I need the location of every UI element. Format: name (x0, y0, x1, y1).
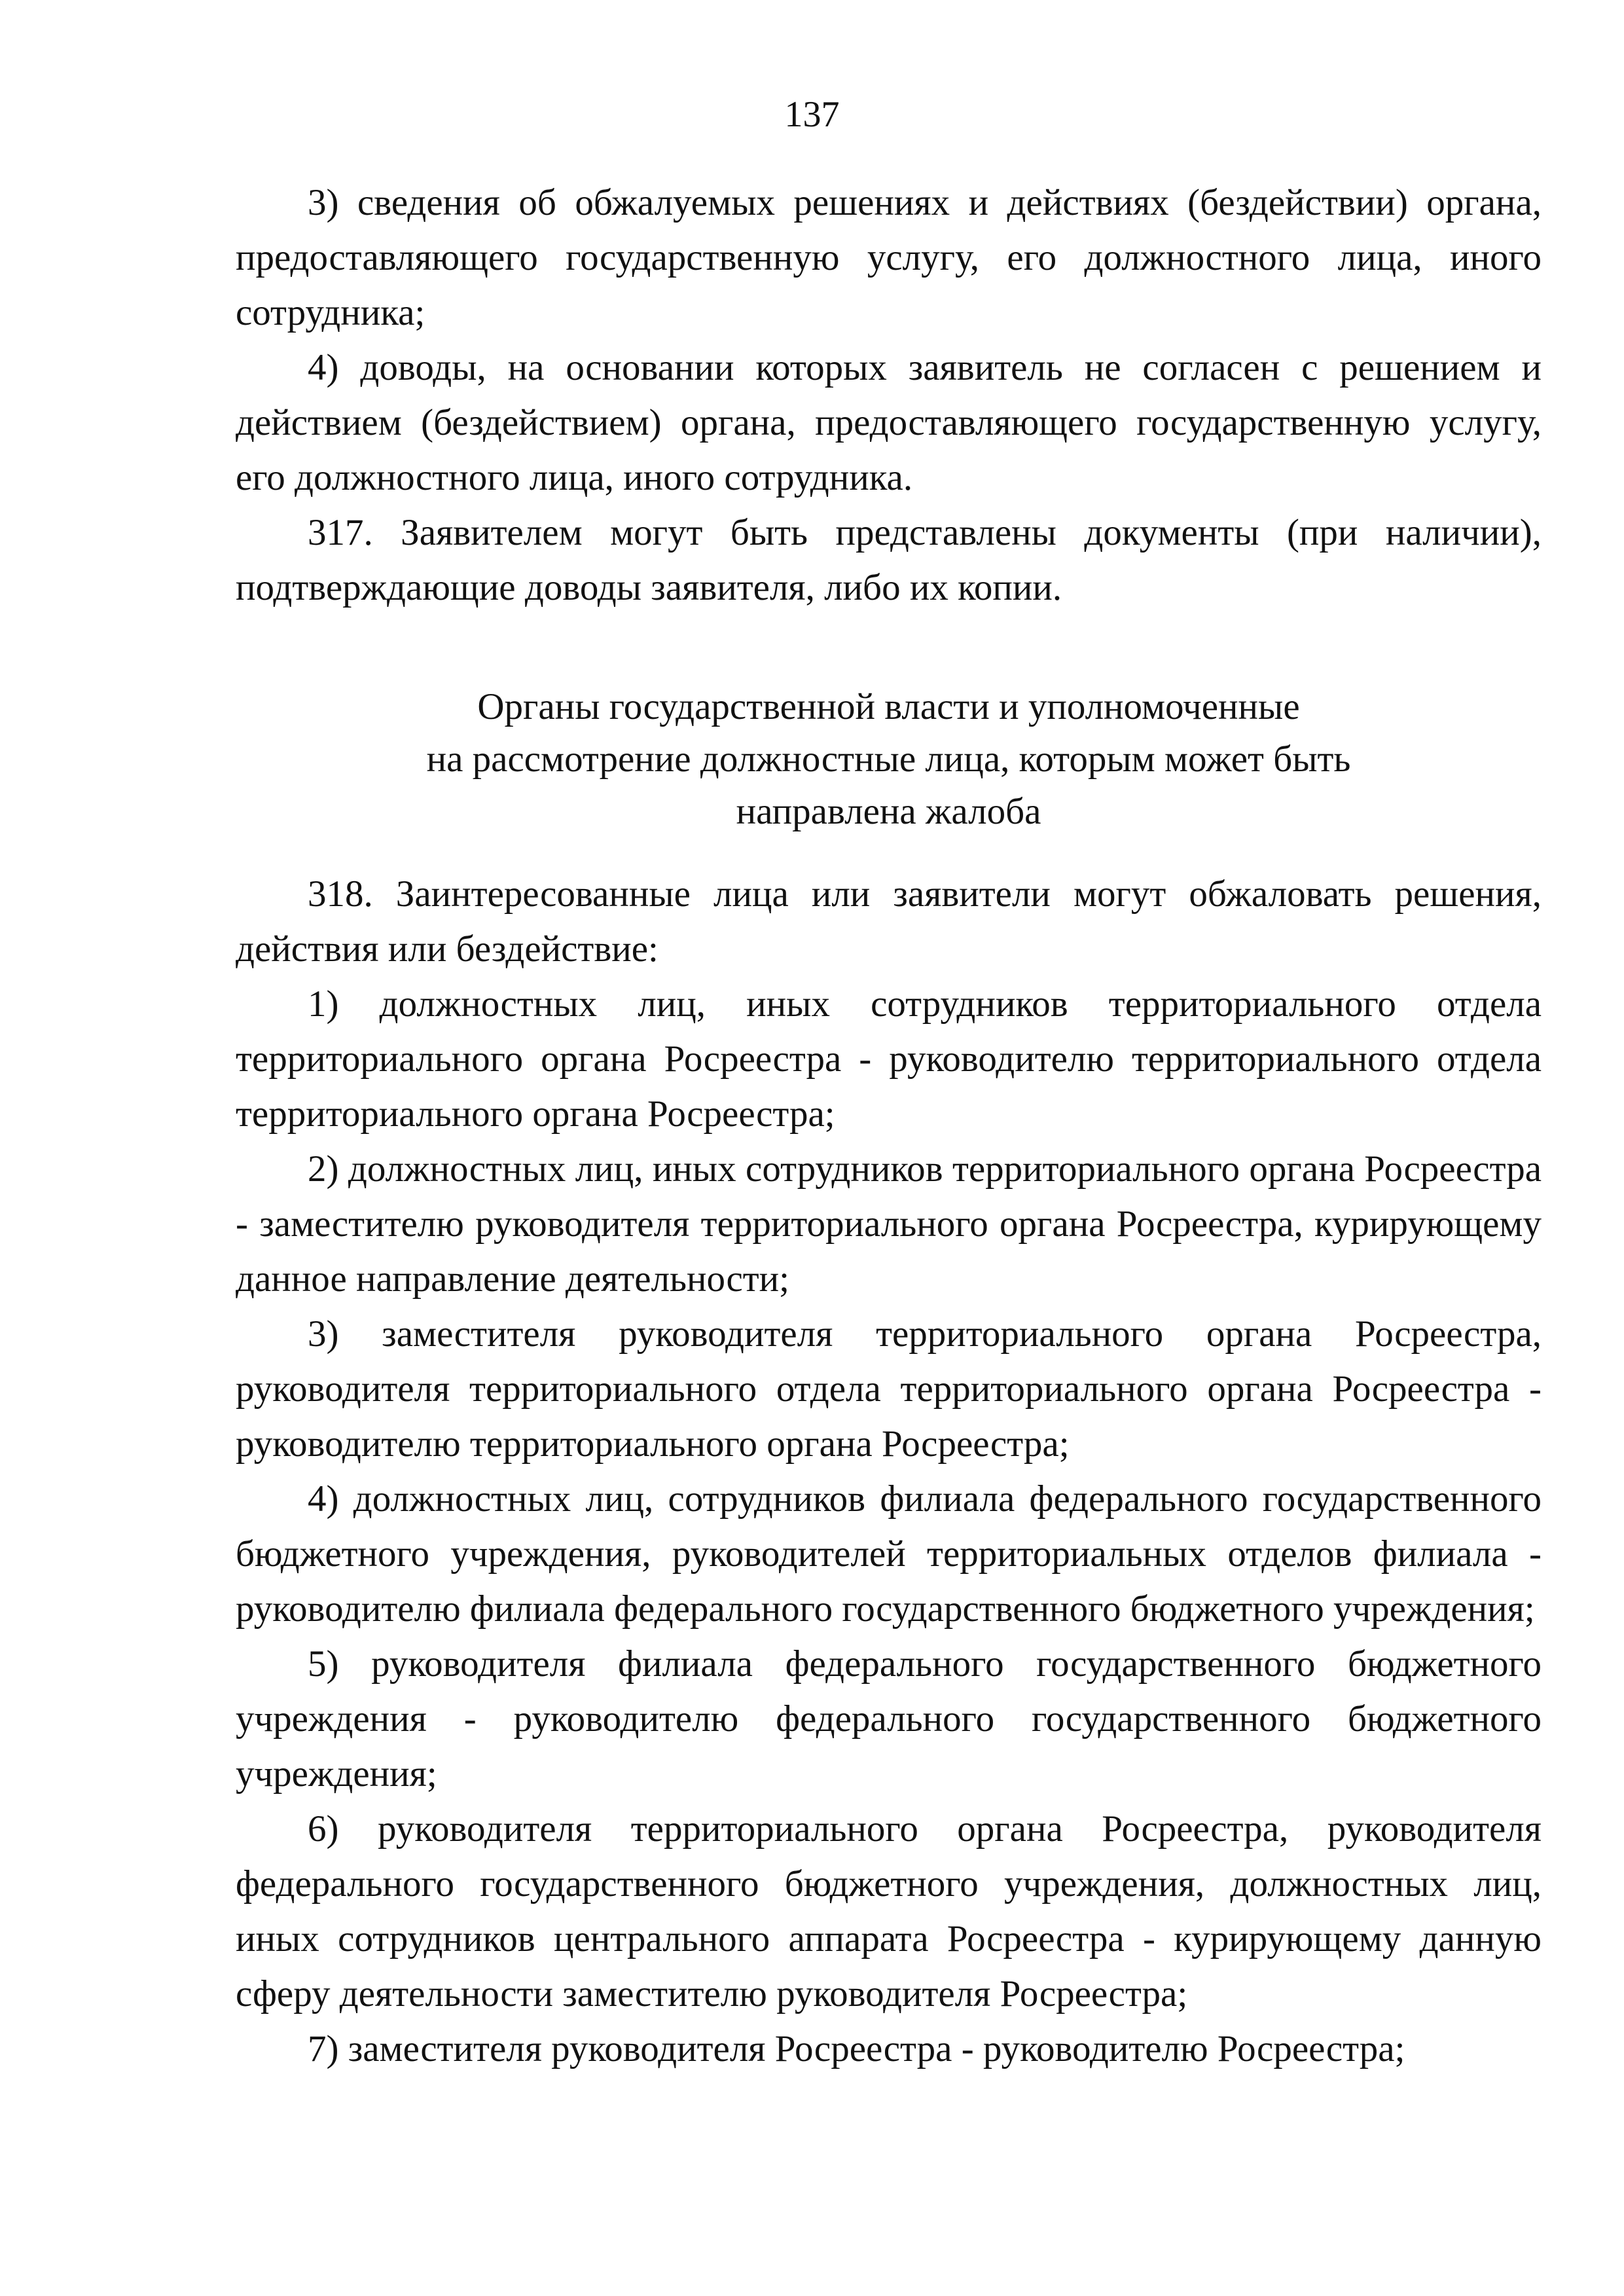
section-heading-line-1: Органы государственной власти и уполномоченные (477, 686, 1300, 727)
paragraph-item-3-details: 3) сведения об обжалуемых решениях и действиях (бездействии) органа, предоставляющего государственную услугу, его должностного лица, иного сотрудника; (236, 182, 1542, 333)
list-item-2: 2) должностных лиц, иных сотрудников территориального органа Росреестра - заместителю руководителя территориального органа Росреестра, курирующему данное направление деятельности; (236, 1148, 1542, 1300)
paragraph-item-4-arguments: 4) доводы, на основании которых заявитель не согласен с решением и действием (бездействием) органа, предоставляющего государственную услугу, его должностного лица, иного сотрудника. (236, 347, 1542, 498)
list-item-6: 6) руководителя территориального органа Росреестра, руководителя федерального государственного бюджетного учреждения, должностных лиц, иных сотрудников центрального аппарата Росреестра - курирующему данную сферу деятельности заместителю руководителя Росреестра; (236, 1808, 1542, 2014)
paragraph-317: 317. Заявителем могут быть представлены документы (при наличии), подтверждающие доводы заявителя, либо их копии. (236, 512, 1542, 608)
list-item-5: 5) руководителя филиала федерального государственного бюджетного учреждения - руководителю федерального государственного бюджетного учреждения; (236, 1643, 1542, 1795)
section-heading-line-3: направлена жалоба (736, 791, 1041, 832)
page-number: 137 (784, 94, 840, 135)
list-item-3: 3) заместителя руководителя территориального органа Росреестра, руководителя территориального отдела территориального органа Росреестра - руководителю территориального органа Росреестра; (236, 1313, 1542, 1465)
section-heading (236, 681, 1542, 838)
list-item-1: 1) должностных лиц, иных сотрудников территориального отдела территориального органа Росреестра - руководителю территориального отдела территориального органа Росреестра; (236, 983, 1542, 1135)
paragraph-318: 318. Заинтересованные лица или заявители могут обжаловать решения, действия или бездействие: (236, 873, 1542, 970)
section-heading-line-2: на рассмотрение должностные лица, которым может быть (426, 738, 1351, 780)
bottom-text-block (236, 867, 1542, 2077)
list-item-4: 4) должностных лиц, сотрудников филиала федерального государственного бюджетного учреждения, руководителей территориальных отделов филиала - руководителю филиала федерального государственного бюджетного учреждения; (236, 1478, 1542, 1630)
top-text-block (236, 175, 1542, 615)
list-item-7: 7) заместителя руководителя Росреестра - руководителю Росреестра; (308, 2028, 1405, 2069)
